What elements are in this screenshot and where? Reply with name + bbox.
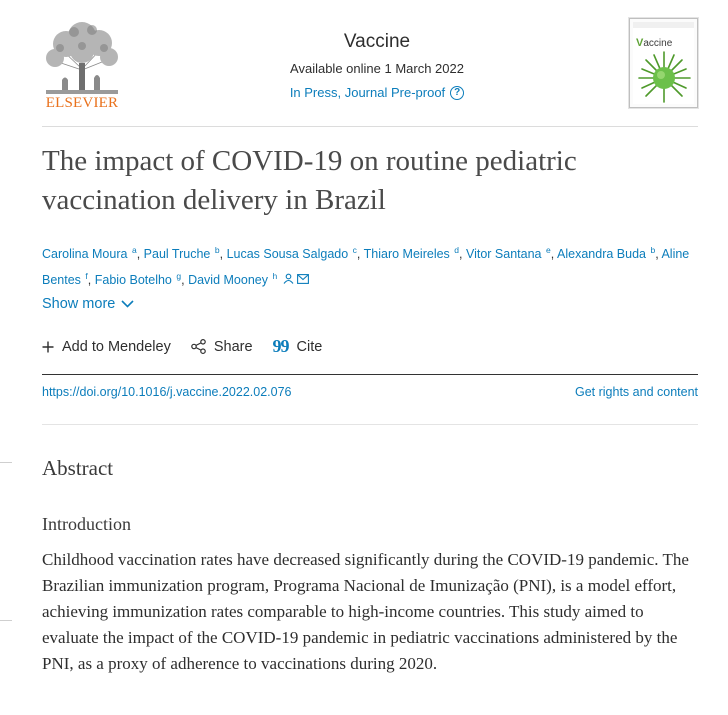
abstract-paragraph: Childhood vaccination rates have decreased significantly during the COVID-19 pandemic. The Brazilian immunization program, Programa Nacional de Imunização (PNI), is a model effort, achieving immunization rates comparable to high-income countries. This study aimed to evaluate the impact of the COVID-19 pandemic in pediatric vaccinations administered by the PNI, as a proxy of adherence to vaccinations during 2020.: [42, 550, 689, 673]
author-link[interactable]: [364, 247, 459, 261]
author-affiliation: g: [176, 271, 182, 282]
journal-cover-thumbnail[interactable]: [629, 18, 698, 108]
cover-title-initial: V: [636, 37, 644, 49]
author-affiliation: c: [352, 245, 357, 255]
author-separator: ,: [219, 247, 224, 262]
elsevier-wordmark: ELSEVIER: [45, 95, 119, 111]
article-header: [42, 14, 698, 126]
author-affiliation: e: [546, 245, 551, 255]
share-button[interactable]: [191, 339, 253, 355]
article-title: The impact of COVID-19 on routine pediatric vaccination delivery in Brazil: [42, 145, 577, 216]
author-affiliation: b: [214, 245, 220, 255]
author-name: Aline Bentes: [42, 247, 690, 288]
abstract-heading: Abstract: [42, 456, 114, 480]
article-status-link[interactable]: [290, 84, 464, 102]
author-link[interactable]: [42, 247, 137, 261]
article-status-label: In Press, Journal Pre-proof: [289, 85, 446, 100]
author-link[interactable]: [227, 247, 357, 261]
journal-title[interactable]: Vaccine: [343, 31, 411, 52]
author-affiliation: d: [454, 245, 460, 255]
cite-button[interactable]: [273, 336, 323, 357]
author-contact-icons: [283, 275, 309, 287]
quote-icon: 99: [272, 336, 289, 356]
plus-icon: [42, 341, 54, 353]
doi-link[interactable]: https://doi.org/10.1016/j.vaccine.2022.02.076: [42, 385, 292, 399]
author-affiliation: f: [85, 271, 88, 282]
share-icon: [191, 339, 206, 354]
add-to-mendeley-label: Add to Mendeley: [62, 338, 171, 355]
author-affiliation: a: [131, 245, 137, 255]
section-divider: [42, 424, 698, 425]
author-name: Thiaro Meireles: [363, 247, 450, 262]
author-name: David Mooney: [188, 273, 268, 288]
author-list: [42, 239, 702, 292]
journal-cover-image: [633, 22, 694, 104]
author-link[interactable]: [95, 273, 181, 287]
author-affiliation: b: [650, 245, 656, 255]
cover-title-rest: accine: [643, 38, 673, 49]
author-name: Fabio Botelho: [94, 273, 172, 288]
author-affiliation: h: [272, 271, 278, 282]
author-separator: ,: [136, 247, 141, 262]
cite-label: Cite: [296, 338, 323, 355]
page-edge-marker: [0, 620, 12, 621]
add-to-mendeley-button[interactable]: [42, 339, 171, 355]
author-link[interactable]: [466, 247, 551, 261]
elsevier-tree-icon: [42, 18, 122, 96]
author-link[interactable]: [557, 247, 655, 261]
page-edge-marker: [0, 462, 12, 463]
author-separator: ,: [87, 273, 92, 288]
author-separator: ,: [181, 273, 185, 288]
envelope-icon[interactable]: [297, 274, 309, 284]
introduction-heading: Introduction: [42, 514, 131, 534]
article-actions: [42, 336, 342, 357]
rights-and-content-link[interactable]: Get rights and content: [575, 385, 698, 399]
author-separator: ,: [459, 247, 463, 262]
available-online-date: Available online 1 March 2022: [290, 61, 464, 76]
header-divider: [42, 126, 698, 127]
author-name: Lucas Sousa Salgado: [226, 247, 349, 262]
author-separator: ,: [655, 247, 659, 262]
author-name: Carolina Moura: [42, 247, 128, 262]
author-separator: ,: [550, 247, 555, 262]
author-separator: ,: [356, 247, 361, 262]
person-icon[interactable]: [283, 273, 294, 284]
help-icon[interactable]: ?: [450, 86, 464, 100]
author-name: Alexandra Buda: [557, 247, 646, 262]
author-link[interactable]: [188, 273, 277, 287]
show-more-label: Show more: [42, 296, 116, 312]
author-name: Paul Truche: [143, 247, 211, 262]
journal-info: [230, 30, 524, 102]
doi-divider: [42, 374, 698, 375]
author-name: Vitor Santana: [465, 247, 542, 262]
show-more-button[interactable]: [42, 296, 134, 312]
chevron-down-icon: [121, 300, 134, 308]
author-link[interactable]: [144, 247, 220, 261]
share-label: Share: [213, 338, 253, 355]
virus-illustration-icon: [633, 22, 694, 104]
elsevier-logo[interactable]: [42, 18, 122, 112]
